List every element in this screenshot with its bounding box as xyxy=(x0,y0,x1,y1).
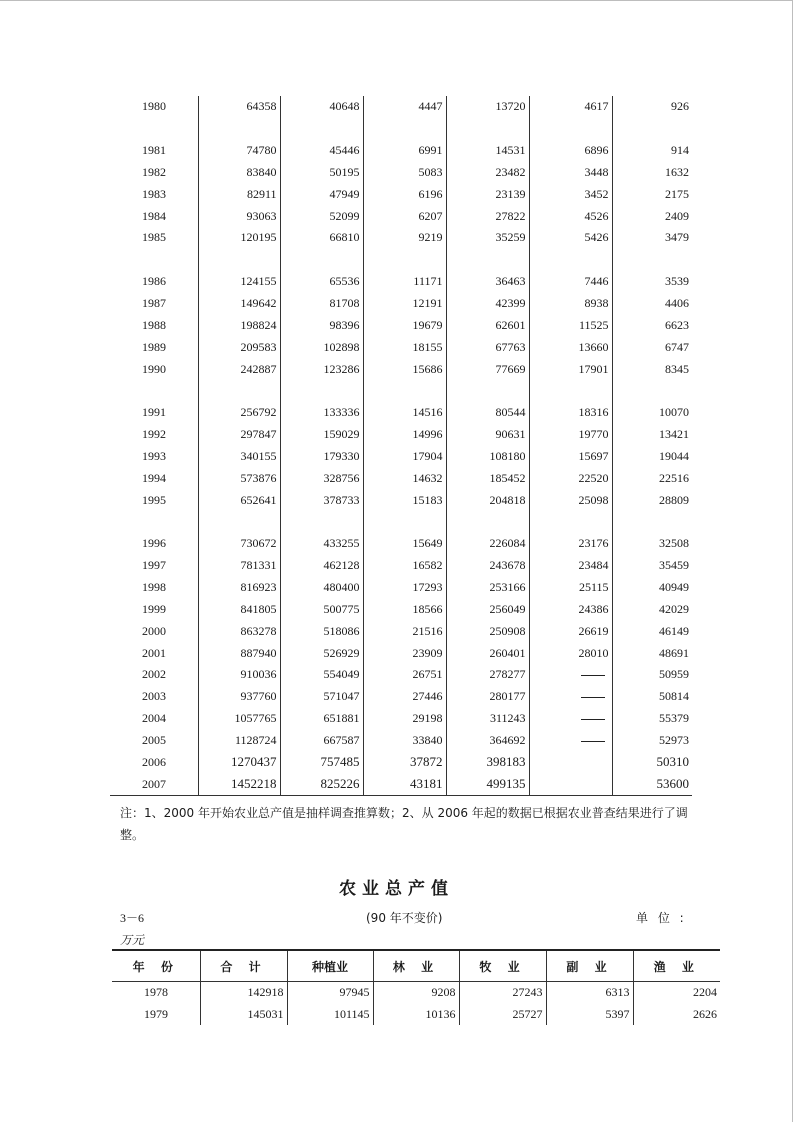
value-cell: 280177 xyxy=(446,686,529,708)
value-cell: 25115 xyxy=(529,577,612,599)
spacer-cell xyxy=(110,118,198,140)
value-cell: 108180 xyxy=(446,446,529,468)
value-cell: 256792 xyxy=(198,402,280,424)
year-cell: 2001 xyxy=(142,645,166,660)
value-cell: 937760 xyxy=(198,686,280,708)
value-cell: 43181 xyxy=(363,773,446,795)
value-cell: 651881 xyxy=(280,708,363,730)
value-cell: 159029 xyxy=(280,424,363,446)
value-cell: 243678 xyxy=(446,555,529,577)
year-cell: 2000 xyxy=(142,623,166,638)
header-livestock: 牧 业 xyxy=(459,950,546,982)
value-cell: 21516 xyxy=(363,620,446,642)
value-cell: 13421 xyxy=(612,424,692,446)
value-cell: 123286 xyxy=(280,358,363,380)
spacer-cell xyxy=(110,511,198,533)
value-cell: 1270437 xyxy=(198,751,280,773)
value-cell: 15183 xyxy=(363,489,446,511)
value-cell: 926 xyxy=(612,96,692,118)
spacer-cell xyxy=(363,380,446,402)
value-cell: 652641 xyxy=(198,489,280,511)
table-row xyxy=(110,467,692,489)
spacer-cell xyxy=(198,118,280,140)
value-cell xyxy=(529,751,612,773)
value-cell: 82911 xyxy=(198,183,280,205)
table-row xyxy=(110,708,692,730)
value-cell: 3452 xyxy=(529,183,612,205)
value-cell: 10136 xyxy=(373,1004,459,1026)
value-cell: 260401 xyxy=(446,642,529,664)
dash-mark xyxy=(581,741,605,742)
table-row xyxy=(110,358,692,380)
spacer-cell xyxy=(198,511,280,533)
value-cell: 11171 xyxy=(363,271,446,293)
value-cell xyxy=(529,708,612,730)
spacer-cell xyxy=(529,380,612,402)
year-cell: 1987 xyxy=(142,296,166,311)
value-cell: 35459 xyxy=(612,555,692,577)
value-cell: 19044 xyxy=(612,446,692,468)
value-cell: 47949 xyxy=(280,183,363,205)
value-cell: 142918 xyxy=(200,982,287,1004)
table-row xyxy=(110,598,692,620)
year-cell: 2006 xyxy=(142,754,166,769)
value-cell: 101145 xyxy=(287,1004,373,1026)
value-cell: 18566 xyxy=(363,598,446,620)
value-cell: 26751 xyxy=(363,664,446,686)
year-cell: 1995 xyxy=(142,492,166,507)
value-cell: 825226 xyxy=(280,773,363,795)
value-cell: 198824 xyxy=(198,314,280,336)
year-cell: 1985 xyxy=(142,230,166,245)
year-cell: 1984 xyxy=(142,208,166,223)
value-cell: 500775 xyxy=(280,598,363,620)
value-cell: 2175 xyxy=(612,183,692,205)
year-cell: 2007 xyxy=(110,773,198,795)
value-cell: 18316 xyxy=(529,402,612,424)
value-cell: 730672 xyxy=(198,533,280,555)
value-cell: 120195 xyxy=(198,227,280,249)
header-year: 年 份 xyxy=(112,950,200,982)
value-cell: 250908 xyxy=(446,620,529,642)
value-cell: 757485 xyxy=(280,751,363,773)
value-cell: 4617 xyxy=(529,96,612,118)
year-cell: 1992 xyxy=(142,427,166,442)
value-cell: 554049 xyxy=(280,664,363,686)
spacer-cell xyxy=(198,380,280,402)
value-cell: 15686 xyxy=(363,358,446,380)
value-cell: 910036 xyxy=(198,664,280,686)
spacer-cell xyxy=(446,511,529,533)
dash-mark xyxy=(581,675,605,676)
spacer-cell xyxy=(280,511,363,533)
year-cell: 1993 xyxy=(142,448,166,463)
value-cell: 462128 xyxy=(280,555,363,577)
year-cell: 1994 xyxy=(142,470,166,485)
value-cell: 22516 xyxy=(612,467,692,489)
header-forestry: 林 业 xyxy=(373,950,459,982)
unit-label: 单 位 : xyxy=(636,911,687,925)
table-row xyxy=(110,336,692,358)
value-cell: 27822 xyxy=(446,205,529,227)
year-cell: 1991 xyxy=(142,405,166,420)
value-cell: 914 xyxy=(612,140,692,162)
value-cell: 24386 xyxy=(529,598,612,620)
value-cell: 50310 xyxy=(612,751,692,773)
value-cell: 6896 xyxy=(529,140,612,162)
value-cell: 6196 xyxy=(363,183,446,205)
value-cell: 40949 xyxy=(612,577,692,599)
value-cell xyxy=(529,686,612,708)
table-number: 3－6 xyxy=(120,911,145,925)
value-cell: 8345 xyxy=(612,358,692,380)
value-cell: 1128724 xyxy=(198,729,280,751)
value-cell: 8938 xyxy=(529,293,612,315)
value-cell: 364692 xyxy=(446,729,529,751)
year-cell: 1999 xyxy=(142,601,166,616)
spacer-cell xyxy=(363,118,446,140)
value-cell: 29198 xyxy=(363,708,446,730)
table-row xyxy=(110,664,692,686)
header-sideline: 副 业 xyxy=(546,950,633,982)
value-cell: 5426 xyxy=(529,227,612,249)
value-cell: 18155 xyxy=(363,336,446,358)
value-cell: 64358 xyxy=(198,96,280,118)
table-row xyxy=(110,642,692,664)
value-cell xyxy=(529,729,612,751)
spacer-cell xyxy=(363,511,446,533)
year-cell: 1979 xyxy=(144,1006,168,1021)
value-cell: 74780 xyxy=(198,140,280,162)
table-row xyxy=(110,205,692,227)
year-cell: 1989 xyxy=(142,339,166,354)
value-cell: 25727 xyxy=(459,1004,546,1026)
spacer-row xyxy=(110,380,692,402)
spacer-cell xyxy=(446,118,529,140)
table-row xyxy=(110,533,692,555)
spacer-cell xyxy=(612,249,692,271)
value-cell: 340155 xyxy=(198,446,280,468)
value-cell: 83840 xyxy=(198,162,280,184)
value-cell: 256049 xyxy=(446,598,529,620)
spacer-cell xyxy=(446,249,529,271)
price-basis: (90 年不变价) xyxy=(366,911,443,925)
value-cell: 81708 xyxy=(280,293,363,315)
value-cell: 50814 xyxy=(612,686,692,708)
value-cell: 297847 xyxy=(198,424,280,446)
value-cell: 1632 xyxy=(612,162,692,184)
table-row xyxy=(110,729,692,751)
value-cell: 242887 xyxy=(198,358,280,380)
value-cell: 46149 xyxy=(612,620,692,642)
value-cell: 10070 xyxy=(612,402,692,424)
value-cell: 50959 xyxy=(612,664,692,686)
value-cell xyxy=(529,773,612,795)
value-cell: 3479 xyxy=(612,227,692,249)
table-row xyxy=(110,227,692,249)
value-cell: 841805 xyxy=(198,598,280,620)
value-cell: 398183 xyxy=(446,751,529,773)
dash-mark xyxy=(581,697,605,698)
table-row xyxy=(110,402,692,424)
value-cell: 179330 xyxy=(280,446,363,468)
table-row xyxy=(110,314,692,336)
value-cell: 62601 xyxy=(446,314,529,336)
value-cell: 36463 xyxy=(446,271,529,293)
value-cell: 3448 xyxy=(529,162,612,184)
value-cell: 66810 xyxy=(280,227,363,249)
value-cell: 37872 xyxy=(363,751,446,773)
value-cell: 23139 xyxy=(446,183,529,205)
value-cell: 7446 xyxy=(529,271,612,293)
value-cell: 781331 xyxy=(198,555,280,577)
value-cell: 77669 xyxy=(446,358,529,380)
value-cell: 15649 xyxy=(363,533,446,555)
spacer-cell xyxy=(280,380,363,402)
value-cell: 67763 xyxy=(446,336,529,358)
value-cell: 11525 xyxy=(529,314,612,336)
spacer-cell xyxy=(612,380,692,402)
value-cell: 45446 xyxy=(280,140,363,162)
value-cell: 4526 xyxy=(529,205,612,227)
value-cell: 1452218 xyxy=(198,773,280,795)
year-cell: 1990 xyxy=(142,361,166,376)
value-cell: 50195 xyxy=(280,162,363,184)
value-cell: 9208 xyxy=(373,982,459,1004)
value-cell: 209583 xyxy=(198,336,280,358)
header-total: 合 计 xyxy=(200,950,287,982)
value-cell: 480400 xyxy=(280,577,363,599)
value-cell: 14516 xyxy=(363,402,446,424)
value-cell: 9219 xyxy=(363,227,446,249)
spacer-cell xyxy=(612,118,692,140)
table-row xyxy=(110,686,692,708)
value-cell: 48691 xyxy=(612,642,692,664)
value-cell: 22520 xyxy=(529,467,612,489)
value-cell: 13720 xyxy=(446,96,529,118)
year-cell: 1988 xyxy=(142,317,166,332)
table-row xyxy=(110,162,692,184)
table-row xyxy=(110,751,692,773)
table-row xyxy=(110,773,692,795)
value-cell: 25098 xyxy=(529,489,612,511)
spacer-cell xyxy=(612,511,692,533)
value-cell xyxy=(529,664,612,686)
value-cell: 5083 xyxy=(363,162,446,184)
value-cell: 6207 xyxy=(363,205,446,227)
value-cell: 98396 xyxy=(280,314,363,336)
value-cell: 328756 xyxy=(280,467,363,489)
spacer-cell xyxy=(529,249,612,271)
year-cell: 1983 xyxy=(142,186,166,201)
year-cell: 1986 xyxy=(142,274,166,289)
year-cell: 1998 xyxy=(142,579,166,594)
value-cell: 204818 xyxy=(446,489,529,511)
year-cell: 2003 xyxy=(142,689,166,704)
year-cell: 2004 xyxy=(142,711,166,726)
header-crops: 种植业 xyxy=(287,950,373,982)
value-cell: 19770 xyxy=(529,424,612,446)
value-cell: 4447 xyxy=(363,96,446,118)
table-row xyxy=(112,1004,720,1026)
section-title: 农业总产值 xyxy=(339,879,454,899)
value-cell: 55379 xyxy=(612,708,692,730)
spacer-cell xyxy=(363,249,446,271)
page-edge-top xyxy=(0,0,793,1)
value-cell: 17901 xyxy=(529,358,612,380)
value-cell: 13660 xyxy=(529,336,612,358)
value-cell: 518086 xyxy=(280,620,363,642)
header-row xyxy=(112,950,720,982)
spacer-cell xyxy=(529,118,612,140)
value-cell: 133336 xyxy=(280,402,363,424)
year-cell: 1978 xyxy=(144,985,168,1000)
table-row xyxy=(110,96,692,118)
value-cell: 124155 xyxy=(198,271,280,293)
value-cell: 12191 xyxy=(363,293,446,315)
value-cell: 93063 xyxy=(198,205,280,227)
value-cell: 97945 xyxy=(287,982,373,1004)
value-cell: 573876 xyxy=(198,467,280,489)
spacer-cell xyxy=(110,249,198,271)
unit-value: 万元 xyxy=(120,933,145,947)
value-cell: 14632 xyxy=(363,467,446,489)
table-row xyxy=(110,293,692,315)
table-row xyxy=(110,577,692,599)
value-cell: 3539 xyxy=(612,271,692,293)
year-cell: 2005 xyxy=(142,732,166,747)
value-cell: 6313 xyxy=(546,982,633,1004)
table-row xyxy=(112,982,720,1004)
value-cell: 28809 xyxy=(612,489,692,511)
table-row xyxy=(110,446,692,468)
value-cell: 278277 xyxy=(446,664,529,686)
value-cell: 14531 xyxy=(446,140,529,162)
value-cell: 16582 xyxy=(363,555,446,577)
value-cell: 23482 xyxy=(446,162,529,184)
value-cell: 17904 xyxy=(363,446,446,468)
spacer-cell xyxy=(198,249,280,271)
value-cell: 6623 xyxy=(612,314,692,336)
spacer-row xyxy=(110,118,692,140)
value-cell: 42399 xyxy=(446,293,529,315)
dash-mark xyxy=(581,719,605,720)
spacer-row xyxy=(110,511,692,533)
value-cell: 526929 xyxy=(280,642,363,664)
value-cell: 816923 xyxy=(198,577,280,599)
table-row xyxy=(110,555,692,577)
value-cell: 33840 xyxy=(363,729,446,751)
value-cell: 2204 xyxy=(633,982,720,1004)
year-cell: 1981 xyxy=(142,143,166,158)
value-cell: 433255 xyxy=(280,533,363,555)
value-cell: 52099 xyxy=(280,205,363,227)
value-cell: 4406 xyxy=(612,293,692,315)
agriculture-output-table-continued xyxy=(110,96,692,796)
value-cell: 2626 xyxy=(633,1004,720,1026)
value-cell: 65536 xyxy=(280,271,363,293)
spacer-cell xyxy=(280,118,363,140)
value-cell: 887940 xyxy=(198,642,280,664)
value-cell: 15697 xyxy=(529,446,612,468)
value-cell: 17293 xyxy=(363,577,446,599)
value-cell: 2409 xyxy=(612,205,692,227)
value-cell: 53600 xyxy=(612,773,692,795)
value-cell: 6747 xyxy=(612,336,692,358)
value-cell: 667587 xyxy=(280,729,363,751)
value-cell: 6991 xyxy=(363,140,446,162)
year-cell: 1997 xyxy=(142,558,166,573)
value-cell: 28010 xyxy=(529,642,612,664)
value-cell: 23484 xyxy=(529,555,612,577)
value-cell: 42029 xyxy=(612,598,692,620)
value-cell: 23909 xyxy=(363,642,446,664)
value-cell: 80544 xyxy=(446,402,529,424)
value-cell: 311243 xyxy=(446,708,529,730)
table-row xyxy=(110,620,692,642)
spacer-cell xyxy=(446,380,529,402)
value-cell: 90631 xyxy=(446,424,529,446)
value-cell: 27446 xyxy=(363,686,446,708)
value-cell: 32508 xyxy=(612,533,692,555)
spacer-row xyxy=(110,249,692,271)
spacer-cell xyxy=(110,380,198,402)
value-cell: 14996 xyxy=(363,424,446,446)
value-cell: 52973 xyxy=(612,729,692,751)
value-cell: 863278 xyxy=(198,620,280,642)
table-row xyxy=(110,424,692,446)
value-cell: 149642 xyxy=(198,293,280,315)
value-cell: 378733 xyxy=(280,489,363,511)
value-cell: 19679 xyxy=(363,314,446,336)
table-row xyxy=(110,271,692,293)
value-cell: 226084 xyxy=(446,533,529,555)
value-cell: 185452 xyxy=(446,467,529,489)
value-cell: 27243 xyxy=(459,982,546,1004)
agriculture-output-table-new xyxy=(112,949,720,1025)
value-cell: 23176 xyxy=(529,533,612,555)
value-cell: 571047 xyxy=(280,686,363,708)
year-cell: 2002 xyxy=(142,667,166,682)
table-note: 注：1、2000 年开始农业总产值是抽样调查推算数；2、从 2006 年起的数据已根据农业普查结果进行了调整。 xyxy=(120,806,688,842)
spacer-cell xyxy=(529,511,612,533)
value-cell: 145031 xyxy=(200,1004,287,1026)
value-cell: 499135 xyxy=(446,773,529,795)
year-cell: 1980 xyxy=(142,99,166,114)
year-cell: 1996 xyxy=(142,536,166,551)
value-cell: 40648 xyxy=(280,96,363,118)
year-cell: 1982 xyxy=(142,164,166,179)
value-cell: 26619 xyxy=(529,620,612,642)
value-cell: 35259 xyxy=(446,227,529,249)
table-row xyxy=(110,140,692,162)
value-cell: 253166 xyxy=(446,577,529,599)
table-row xyxy=(110,489,692,511)
value-cell: 5397 xyxy=(546,1004,633,1026)
spacer-cell xyxy=(280,249,363,271)
header-fishery: 渔 业 xyxy=(633,950,720,982)
value-cell: 1057765 xyxy=(198,708,280,730)
table-row xyxy=(110,183,692,205)
value-cell: 102898 xyxy=(280,336,363,358)
